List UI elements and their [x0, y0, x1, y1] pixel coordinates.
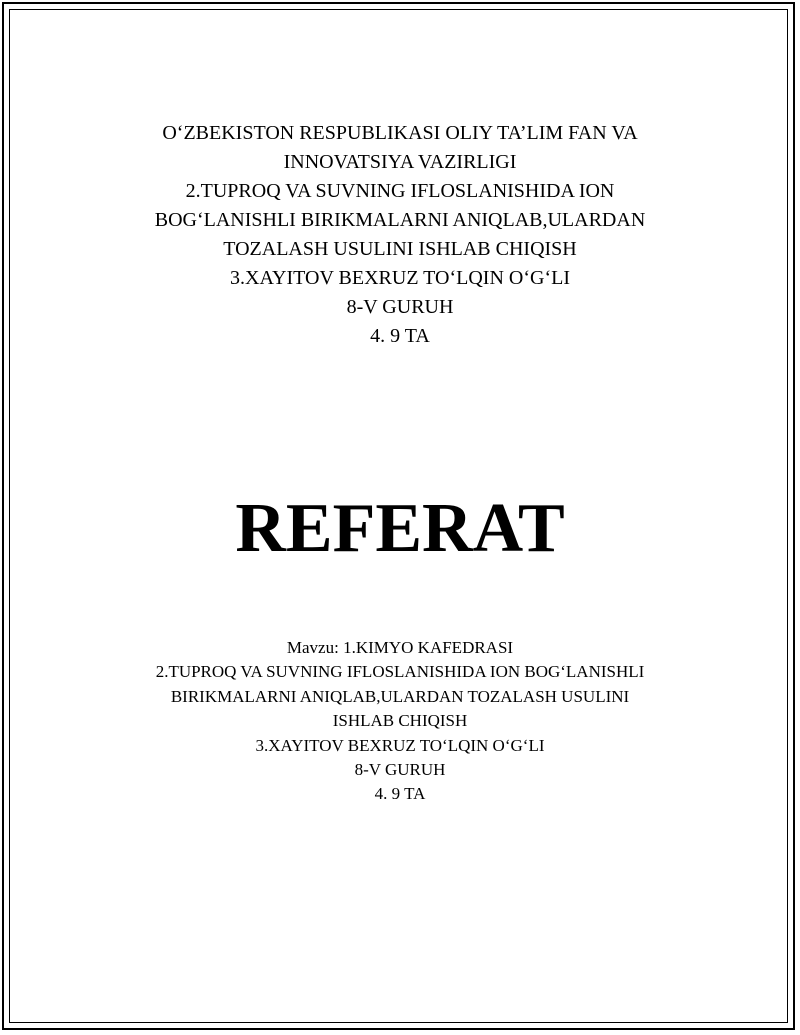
- topic-line: 2.TUPROQ VA SUVNING IFLOSLANISHIDA ION BOG‘LANISHLI: [155, 662, 645, 682]
- header-block: [0, 119, 800, 351]
- topic-line: 8-V GURUH: [354, 760, 446, 780]
- header-line: TOZALASH USULINI ISHLAB CHIQISH: [223, 238, 577, 260]
- header-line: 8-V GURUH: [346, 296, 454, 318]
- header-line: INNOVATSIYA VAZIRLIGI: [283, 151, 517, 173]
- topic-line: 4. 9 TA: [374, 784, 426, 804]
- document-title: REFERAT: [235, 490, 565, 567]
- topic-line: 3.XAYITOV BEXRUZ TO‘LQIN O‘G‘LI: [255, 735, 545, 755]
- header-line: 3.XAYITOV BEXRUZ TO‘LQIN O‘G‘LI: [230, 267, 570, 289]
- header-line: 4. 9 TA: [370, 325, 430, 347]
- header-line: O‘ZBEKISTON RESPUBLIKASI OLIY TA’LIM FAN VA: [162, 122, 638, 144]
- topic-line: ISHLAB CHIQISH: [332, 711, 468, 731]
- header-line: 2.TUPROQ VA SUVNING IFLOSLANISHIDA ION: [185, 180, 615, 202]
- header-line: BOG‘LANISHLI BIRIKMALARNI ANIQLAB,ULARDAN: [154, 209, 646, 231]
- topic-line: Mavzu: 1.KIMYO KAFEDRASI: [286, 638, 514, 657]
- topic-block: [0, 636, 800, 807]
- topic-line: BIRIKMALARNI ANIQLAB,ULARDAN TOZALASH USULINI: [170, 686, 630, 706]
